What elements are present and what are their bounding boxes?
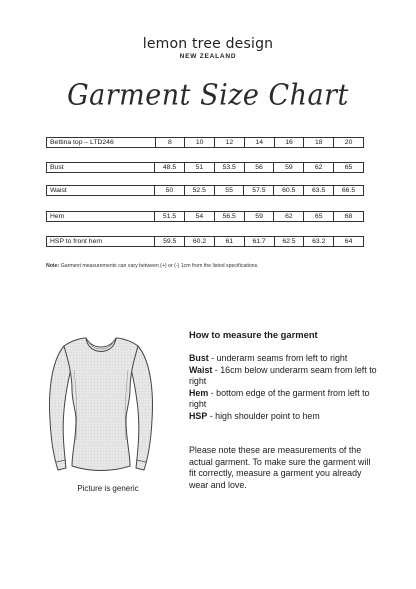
table-row: [46, 185, 364, 196]
table-cell: 65: [304, 212, 334, 222]
definition-desc: - underarm seams from left to right: [208, 353, 348, 363]
table-header-cell: 12: [215, 138, 245, 148]
definition-item: [189, 388, 379, 411]
garment-illustration: [42, 330, 160, 480]
brand-logo: [0, 36, 416, 60]
table-cell: 50: [155, 186, 185, 196]
definition-desc: - 16cm below underarm seam from left to right: [189, 364, 377, 387]
definition-term: Hem: [189, 387, 209, 398]
table-cell: 61: [214, 237, 244, 247]
table-cell: 57.5: [244, 186, 274, 196]
table-cell: 64: [334, 237, 364, 247]
table-cell: 66.5: [334, 186, 364, 196]
measurement-definitions: [189, 353, 379, 423]
table-row: [46, 236, 364, 247]
table-cell: 56.5: [214, 212, 244, 222]
brand-subtitle: NEW ZEALAND: [179, 53, 237, 60]
table-header-cell: 14: [244, 138, 274, 148]
image-caption: Picture is generic: [77, 484, 139, 493]
page-title: Garment Size Chart: [67, 78, 349, 113]
row-label: Hem: [47, 212, 155, 222]
fit-advice: Please note these are measurements of the actual garment. To make sure the garment will fit correctly, measure a garment you already wear and love.: [189, 445, 371, 490]
table-cell: 51: [184, 163, 214, 173]
brand-name: lemon tree design: [142, 36, 274, 52]
table-cell: 60.2: [185, 237, 215, 247]
table-header-cell: 8: [155, 138, 185, 148]
table-cell: 65: [334, 163, 364, 173]
table-cell: 62: [274, 212, 304, 222]
table-cell: 59: [274, 163, 304, 173]
table-header-cell: 16: [274, 138, 304, 148]
table-row: [46, 162, 364, 173]
definition-term: Bust: [189, 353, 209, 363]
table-cell: 59: [244, 212, 274, 222]
definition-term: Waist: [189, 364, 213, 375]
note-lead: Note:: [46, 263, 60, 269]
definition-desc: - high shoulder point to hem: [207, 410, 320, 421]
definition-desc: - bottom edge of the garment from left to right: [189, 387, 370, 410]
table-cell: 62.5: [274, 237, 304, 247]
table-cell: 62: [304, 163, 334, 173]
row-label: Bust: [47, 163, 155, 173]
table-cell: 56: [244, 163, 274, 173]
table-cell: 63.5: [304, 186, 334, 196]
note-text: Garment measurements can vary between (+) or (-) 1cm from the listed specifications.: [59, 263, 259, 269]
table-cell: 55: [214, 186, 244, 196]
table-cell: 60.5: [274, 186, 304, 196]
table-cell: 59.5: [155, 237, 185, 247]
table-cell: 68: [334, 212, 364, 222]
table-header-cell: 10: [185, 138, 215, 148]
row-label: HSP to front hem: [47, 237, 155, 247]
table-cell: 52.5: [184, 186, 214, 196]
table-cell: 51.5: [155, 212, 185, 222]
table-cell: 61.7: [244, 237, 274, 247]
definition-item: [189, 353, 379, 365]
table-cell: 53.5: [214, 163, 244, 173]
table-header-cell: Bettina top – LTD246: [47, 138, 156, 148]
definition-item: [189, 365, 379, 388]
table-header-cell: 18: [304, 138, 334, 148]
row-label: Waist: [47, 186, 155, 196]
table-header-cell: 20: [334, 138, 364, 148]
howto-title: How to measure the garment: [189, 329, 318, 340]
table-row: [46, 211, 364, 222]
table-cell: 48.5: [155, 163, 185, 173]
size-table-header: [46, 137, 364, 148]
definition-item: [189, 411, 379, 423]
definition-term: HSP: [189, 410, 208, 421]
table-cell: 54: [184, 212, 214, 222]
table-cell: 63.2: [304, 237, 334, 247]
measurement-note: [46, 263, 376, 269]
